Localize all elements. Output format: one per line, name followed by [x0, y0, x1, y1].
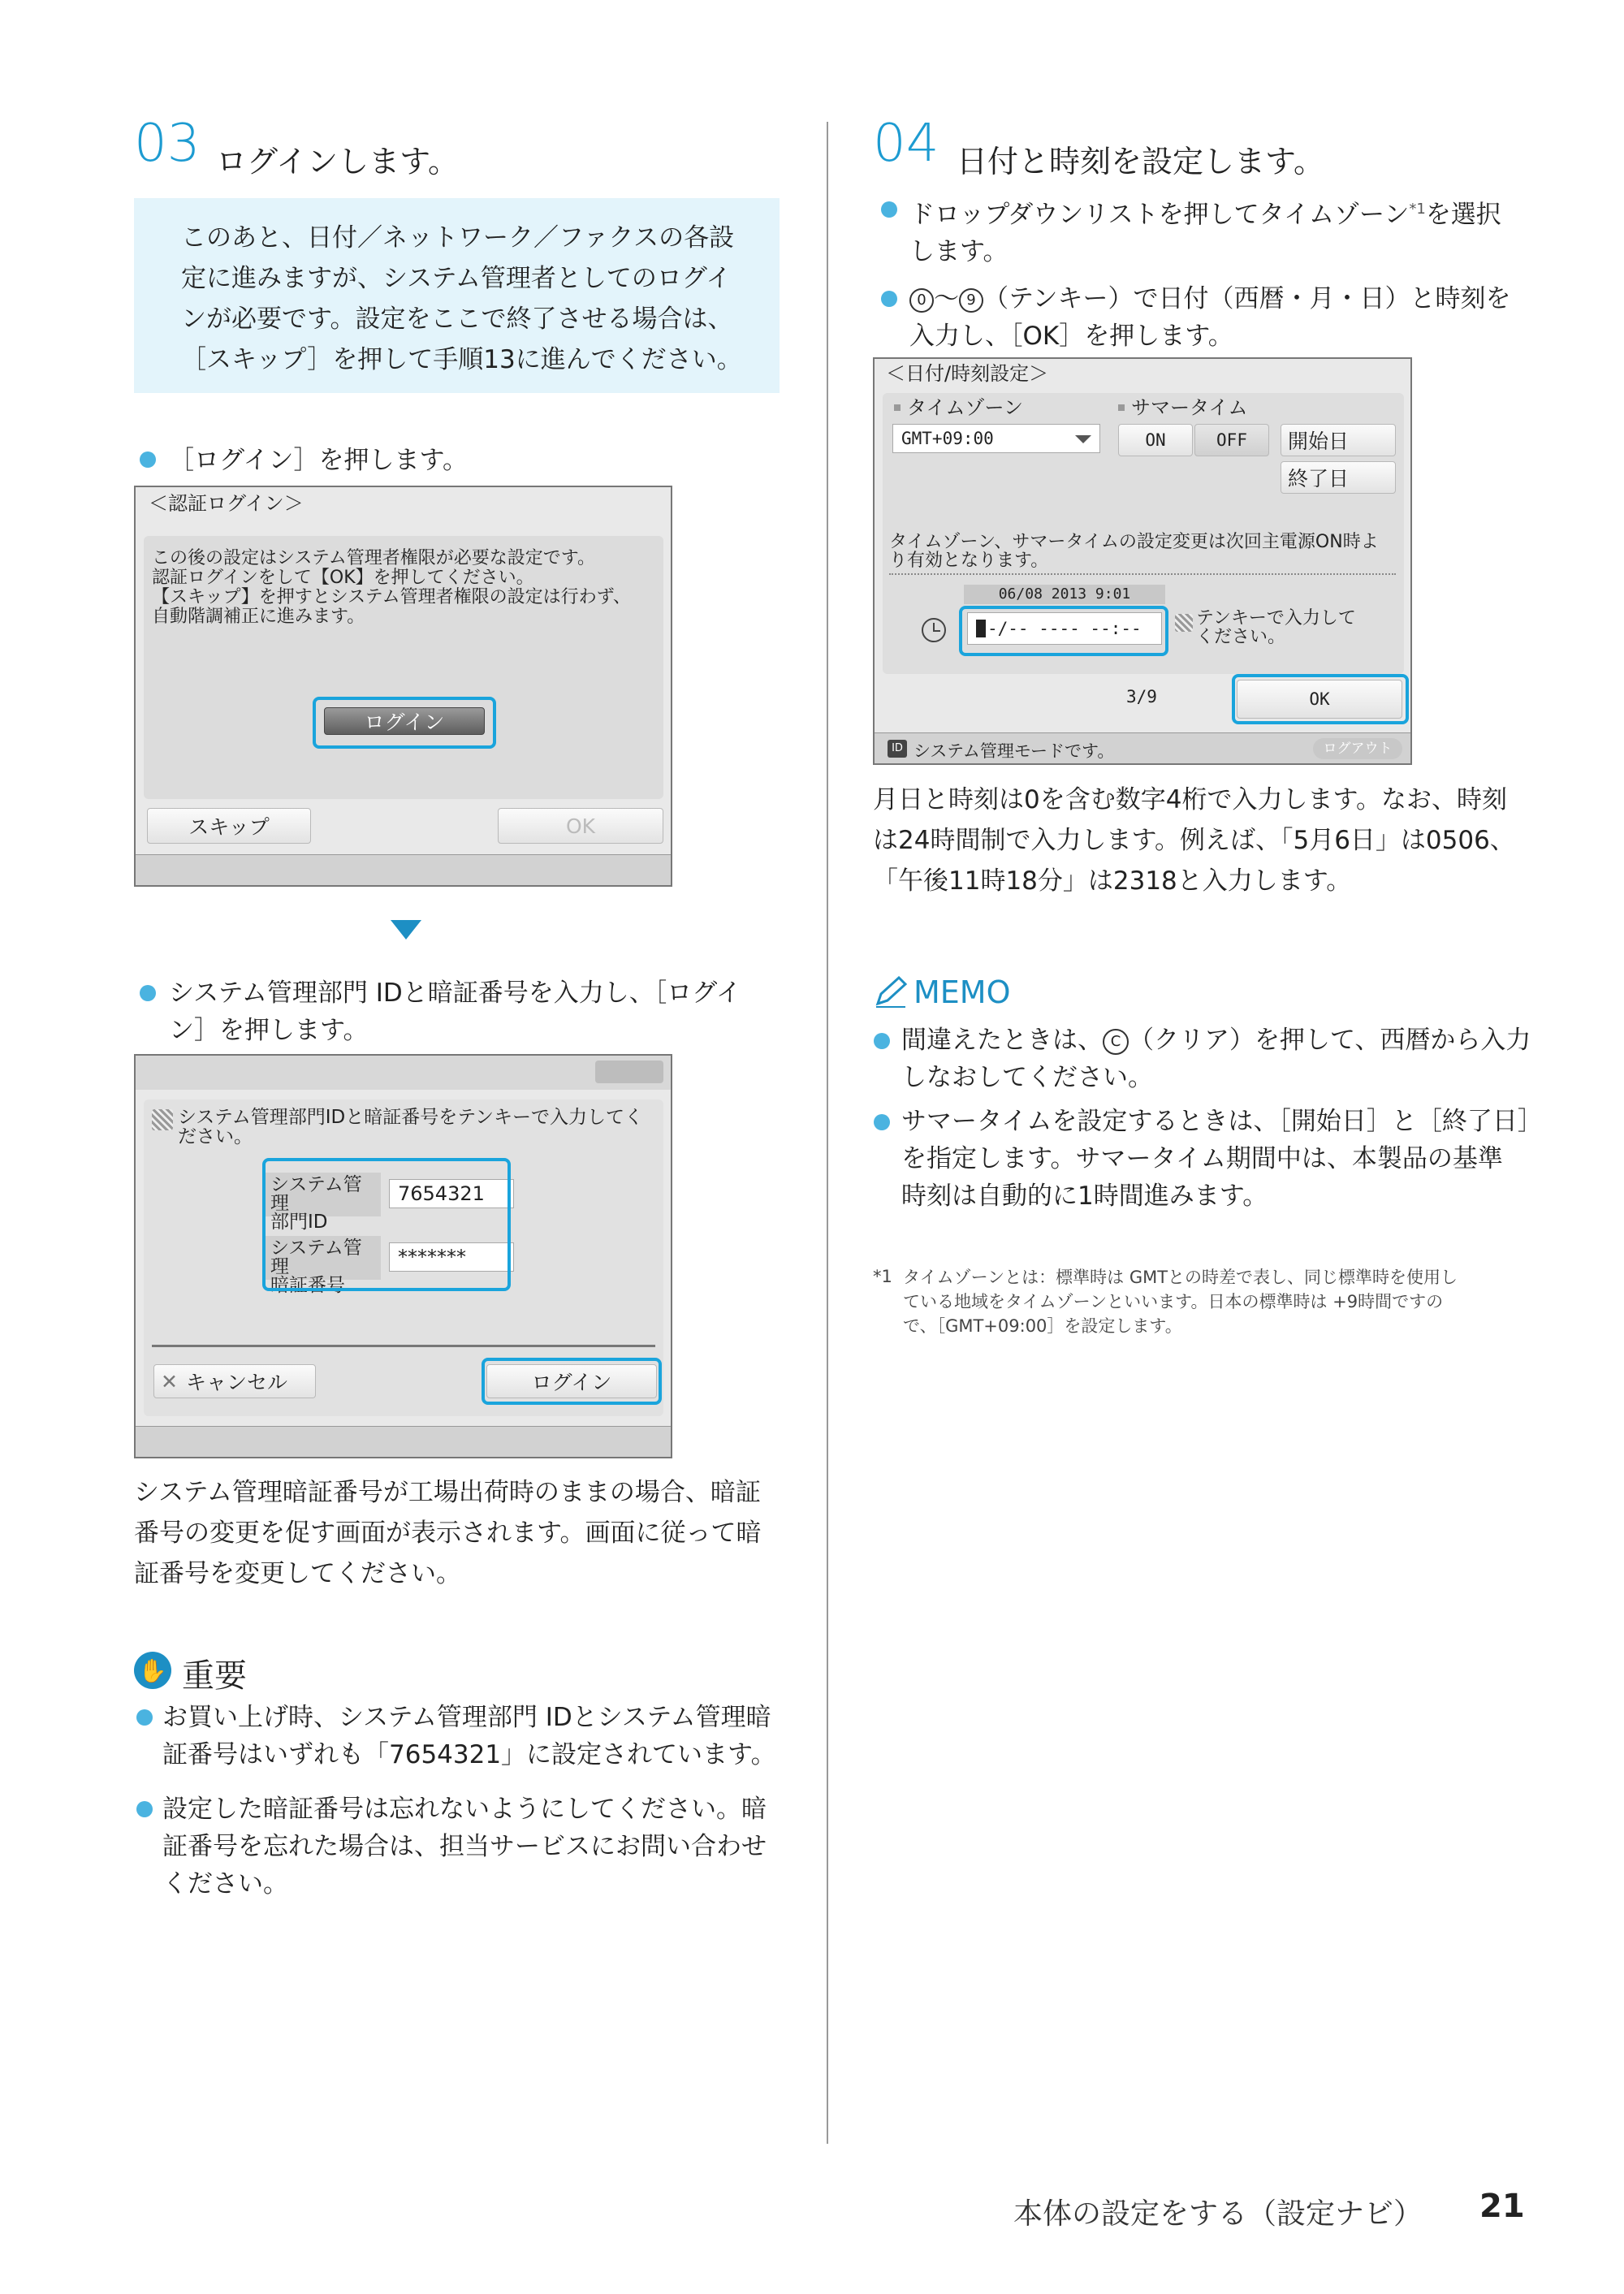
clock-hand: [933, 630, 940, 632]
footnote-line: で、［GMT+09:00］を設定します。: [903, 1316, 1182, 1336]
bullet-dot: [136, 1801, 153, 1817]
clear-key-icon: C: [1103, 1029, 1129, 1055]
bullet-dot: [136, 1709, 153, 1726]
auth-login-screen: [134, 486, 672, 887]
key-0-icon: 0: [909, 288, 934, 313]
msg-line: 認証ログインをして【OK】を押してください。: [152, 568, 534, 588]
label-line: 暗証番号: [270, 1275, 345, 1296]
bullet-select-timezone: [909, 191, 1501, 270]
para-line: 番号の変更を促す画面が表示されます。画面に従って暗: [134, 1519, 762, 1548]
summertime-label: サマータイム: [1131, 396, 1248, 419]
bullet-dot: [874, 1033, 890, 1049]
bullet-line: 入力し、［OK］を押します。: [909, 322, 1233, 351]
bullet-enter-id: [169, 974, 741, 1049]
screen-title: ＜日付/時刻設定＞: [886, 362, 1049, 385]
note-line: このあと、日付／ネットワーク／ファクスの各設: [181, 223, 735, 253]
msg-line: 【スキップ】を押すとシステム管理者権限の設定は行わず、: [152, 587, 631, 607]
tilde: ～: [934, 284, 959, 313]
start-date-button[interactable]: 開始日: [1281, 424, 1396, 456]
bullet-line: ください。: [162, 1869, 288, 1899]
para-line: システム管理暗証番号が工場出荷時のままの場合、暗証: [134, 1478, 761, 1507]
footnote-ref: *1: [1409, 201, 1426, 218]
note-line: 定に進みますが、システム管理者としてのログイ: [181, 264, 732, 293]
timezone-value: GMT+09:00: [901, 429, 994, 448]
summertime-on-button[interactable]: ON: [1118, 424, 1193, 456]
bullet-line: システム管理部門 IDと暗証番号を入力し、［ログイ: [169, 979, 741, 1008]
bullet-text: を選択: [1425, 200, 1501, 230]
bullet-line: ン］を押します。: [169, 1016, 369, 1045]
bullet-text: ドロップダウンリストを押してタイムゾーン: [909, 200, 1410, 230]
bullet-text: （テンキー）で日付（西暦・月・日）と時刻を: [983, 284, 1511, 313]
msg-line: ださい。: [178, 1126, 253, 1147]
bullet-dot: [881, 291, 897, 307]
auth-message: [152, 549, 631, 627]
important-title: 重要: [182, 1657, 247, 1695]
skip-button[interactable]: スキップ: [147, 808, 311, 844]
important-bullet-default: [162, 1699, 776, 1773]
bullet-line: します。: [909, 237, 1009, 267]
date-input-highlight: [959, 606, 1168, 656]
ok-button-disabled[interactable]: OK: [498, 808, 663, 844]
footnote-text: [903, 1265, 1458, 1338]
bullet-press-login: ［ログイン］を押します。: [169, 446, 468, 475]
bullet-text: 間違えたときは、: [901, 1026, 1103, 1055]
para-line: 証番号を変更してください。: [134, 1559, 461, 1588]
column-divider: [827, 122, 828, 2144]
label-line: システム管理: [270, 1238, 362, 1277]
msg-line: り有効となります。: [889, 551, 1049, 571]
msg-line: この後の設定はシステム管理者権限が必要な設定です。: [152, 548, 596, 568]
label-line: 部門ID: [270, 1212, 328, 1233]
timezone-label: タイムゾーン: [907, 396, 1024, 419]
hint-line: ください。: [1196, 627, 1286, 647]
bullet-dot: [881, 201, 897, 218]
footnote-line: タイムゾーンとは：標準時は GMTとの時差で表し、同じ標準時を使用し: [903, 1268, 1458, 1287]
hint-line: テンキーで入力して: [1196, 608, 1356, 629]
bullet-line: 設定した暗証番号は忘れないようにしてください。暗: [162, 1795, 767, 1824]
date-time-screen: [873, 357, 1412, 765]
close-icon: ✕: [161, 1369, 178, 1393]
bullet-dot: [140, 451, 156, 468]
dotted-divider: [889, 573, 1396, 575]
logout-button[interactable]: ログアウト: [1313, 738, 1402, 759]
important-bullet-remember: [162, 1791, 767, 1903]
enter-message: [178, 1108, 643, 1147]
page-number: 21: [1479, 2188, 1525, 2225]
down-arrow-icon: [391, 920, 421, 940]
label-line: システム管理: [270, 1174, 362, 1214]
timezone-dropdown[interactable]: [892, 424, 1100, 453]
status-text: システム管理モードです。: [914, 741, 1115, 761]
bullet-line: 時刻は自動的に1時間進みます。: [901, 1182, 1268, 1211]
tz-bullet-icon: [894, 404, 901, 411]
pin-input[interactable]: *******: [389, 1242, 514, 1272]
key-9-icon: 9: [959, 288, 983, 313]
memo-bullet-clear: [901, 1022, 1531, 1096]
screen-bottom-bar: [136, 854, 671, 885]
login-button[interactable]: ログイン: [324, 707, 485, 735]
screen-bottom-bar: [136, 1426, 671, 1457]
bullet-enter-date: [909, 280, 1510, 355]
footer-section-title: 本体の設定をする（設定ナビ）: [1013, 2197, 1423, 2231]
memo-title: MEMO: [914, 974, 1011, 1010]
login-button[interactable]: ログイン: [486, 1364, 657, 1398]
msg-line: タイムゾーン、サマータイムの設定変更は次回主電源ON時よ: [889, 532, 1379, 552]
note-line: ［スキップ］を押して手順13に進んでください。: [181, 345, 742, 374]
end-date-button[interactable]: 終了日: [1281, 461, 1396, 494]
top-bar: [136, 1056, 671, 1090]
bullet-line: お買い上げ時、システム管理部門 IDとシステム管理暗: [162, 1703, 771, 1732]
step-03-note-box: [134, 198, 780, 393]
id-password-screen: [134, 1054, 672, 1458]
cancel-button[interactable]: [153, 1364, 316, 1398]
ok-highlight: [1232, 674, 1409, 724]
note-line: ンが必要です。設定をここで終了させる場合は、: [181, 305, 733, 334]
screen-title: ＜認証ログイン＞: [149, 492, 304, 515]
top-bar-icon: [595, 1061, 663, 1083]
bullet-line: を指定します。サマータイム期間中は、本製品の基準: [901, 1144, 1503, 1173]
st-bullet-icon: [1118, 404, 1125, 411]
date-input-value: -/-- ---- --:--: [987, 619, 1142, 638]
date-format-text: [873, 780, 1515, 901]
memo-bullet-summertime: [901, 1103, 1543, 1215]
status-bar: [875, 732, 1410, 763]
footnote-line: ている地域をタイムゾーンといいます。日本の標準時は +9時間ですの: [903, 1292, 1444, 1311]
login-highlight: [482, 1358, 662, 1405]
step-03-title: ログインします。: [216, 144, 460, 179]
chevron-down-icon: [1075, 435, 1091, 443]
clock-icon: [922, 618, 946, 642]
keypad-icon: [152, 1109, 173, 1130]
after-login-text: [134, 1472, 762, 1594]
bullet-line: 証番号を忘れた場合は、担当サービスにお問い合わせ: [162, 1832, 767, 1861]
keypad-icon: [1175, 614, 1193, 632]
msg-line: システム管理部門IDと暗証番号をテンキーで入力してく: [178, 1107, 644, 1128]
id-badge-icon: ID: [888, 740, 907, 758]
bullet-line: しなおしてください。: [901, 1063, 1153, 1092]
keypad-hint: [1196, 609, 1356, 646]
para-line: は24時間制で入力します。例えば、「5月6日」は0506、: [873, 826, 1515, 855]
bullet-line: サマータイムを設定するときは、［開始日］と［終了日］: [901, 1107, 1543, 1136]
step-04-title: 日付と時刻を設定します。: [957, 144, 1324, 179]
current-datetime: 06/08 2013 9:01: [964, 585, 1165, 604]
id-pin-highlight: [262, 1158, 511, 1291]
bullet-dot: [140, 985, 156, 1001]
bullet-line: 証番号はいずれも「7654321」に設定されています。: [162, 1740, 776, 1769]
important-hand-icon: ✋: [134, 1652, 171, 1689]
bullet-dot: [874, 1114, 890, 1130]
login-highlight: [313, 697, 496, 749]
ok-button[interactable]: OK: [1237, 680, 1402, 719]
step-03-number: 03: [134, 114, 201, 174]
divider: [152, 1345, 655, 1347]
summertime-off-button[interactable]: OFF: [1194, 424, 1269, 456]
page-indicator: 3/9: [1126, 687, 1157, 706]
pencil-icon: [873, 976, 910, 1009]
bullet-text: （クリア）を押して、西暦から入力: [1129, 1026, 1531, 1055]
para-line: 月日と時刻は0を含む数字4桁で入力します。なお、時刻: [873, 785, 1507, 814]
screen-body: [144, 536, 663, 799]
footnote-mark: *1: [873, 1267, 892, 1286]
msg-line: 自動階調補正に進みます。: [152, 607, 365, 627]
dept-id-input[interactable]: 7654321: [389, 1179, 514, 1208]
step-04-number: 04: [873, 114, 939, 174]
para-line: 「午後11時18分」は2318と入力します。: [873, 866, 1352, 896]
tz-change-notice: [889, 533, 1379, 570]
cancel-label: キャンセル: [185, 1371, 287, 1394]
